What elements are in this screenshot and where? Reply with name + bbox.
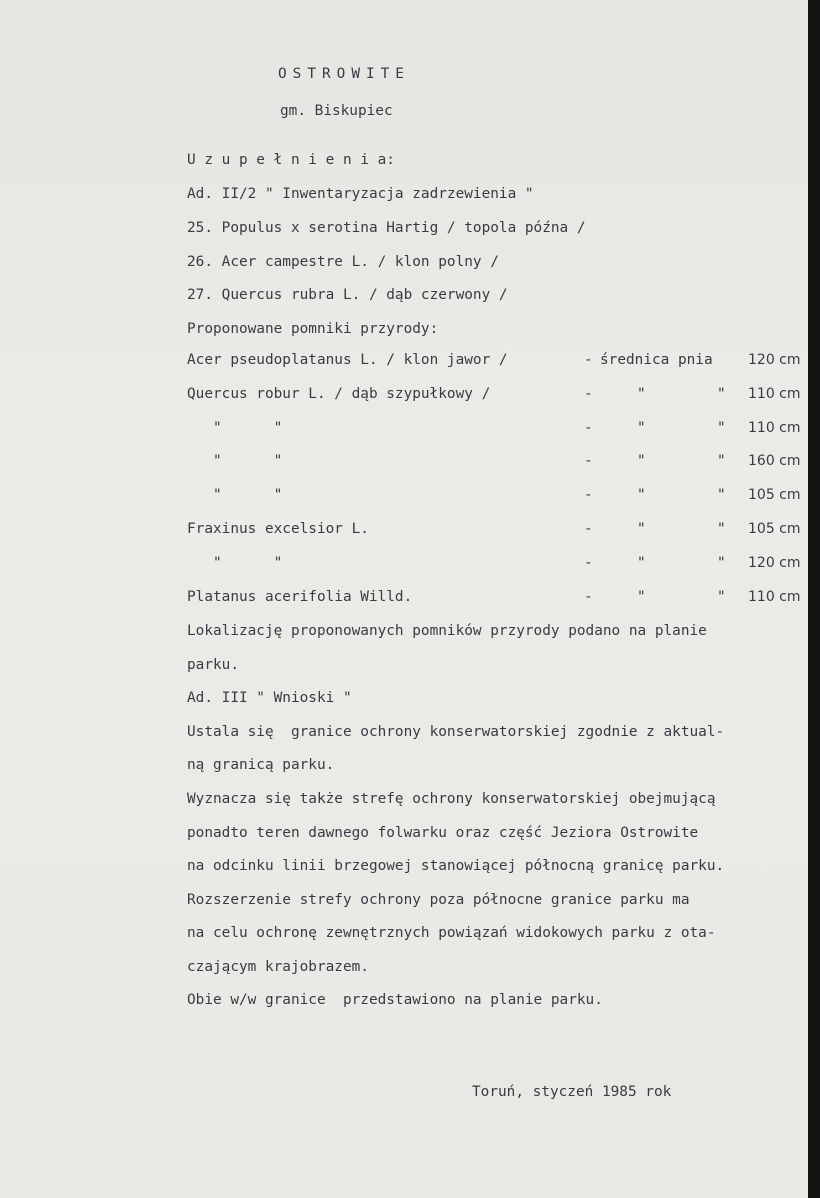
- intro-line: U z u p e ł n i e n i a:: [187, 152, 395, 168]
- monument-name: Quercus robur L. / dąb szypułkowy /: [187, 386, 491, 402]
- monument-name: " ": [187, 453, 283, 469]
- ditto-mark: ": [637, 555, 646, 571]
- intro-line: Ad. II/2 " Inwentaryzacja zadrzewienia ": [187, 186, 534, 202]
- monument-value: 105 cm: [748, 487, 801, 503]
- monument-name: Fraxinus excelsior L.: [187, 521, 369, 537]
- monument-dash: -: [584, 521, 593, 537]
- monument-name: " ": [187, 555, 283, 571]
- body-line: Wyznacza się także strefę ochrony konserwatorskiej obejmującą: [187, 791, 716, 807]
- ditto-mark: ": [637, 521, 646, 537]
- monument-value: 105 cm: [748, 521, 801, 537]
- monument-name: " ": [187, 487, 283, 503]
- body-line: na odcinku linii brzegowej stanowiącej północną granicę parku.: [187, 858, 725, 874]
- ditto-mark: ": [717, 386, 726, 402]
- monument-dash: -: [584, 487, 593, 503]
- monument-dash: -: [584, 352, 593, 368]
- monument-value: 110 cm: [748, 589, 801, 605]
- document-title: OSTROWITE: [278, 66, 410, 82]
- ditto-mark: ": [717, 555, 726, 571]
- monument-value: 160 cm: [748, 453, 801, 469]
- intro-line: 27. Quercus rubra L. / dąb czerwony /: [187, 287, 508, 303]
- body-line: na celu ochronę zewnętrznych powiązań widokowych parku z ota-: [187, 925, 716, 941]
- body-line: Obie w/w granice przedstawiono na planie parku.: [187, 992, 603, 1008]
- monument-row: [187, 521, 812, 539]
- body-line: czającym krajobrazem.: [187, 959, 369, 975]
- body-line: Lokalizację proponowanych pomników przyrody podano na planie: [187, 623, 707, 639]
- monument-row: [187, 487, 812, 505]
- monument-name: Acer pseudoplatanus L. / klon jawor /: [187, 352, 508, 368]
- body-line: ną granicą parku.: [187, 757, 335, 773]
- ditto-mark: ": [717, 453, 726, 469]
- ditto-mark: ": [717, 487, 726, 503]
- monument-dash: -: [584, 555, 593, 571]
- ditto-mark: ": [637, 487, 646, 503]
- intro-line: 26. Acer campestre L. / klon polny /: [187, 254, 499, 270]
- ditto-mark: ": [717, 420, 726, 436]
- monument-label: średnica pnia: [600, 352, 713, 368]
- monument-row: [187, 352, 812, 370]
- body-line: Ustala się granice ochrony konserwatorskiej zgodnie z aktual-: [187, 724, 725, 740]
- intro-line: Proponowane pomniki przyrody:: [187, 321, 439, 337]
- intro-line: 25. Populus x serotina Hartig / topola późna /: [187, 220, 586, 236]
- body-line: Rozszerzenie strefy ochrony poza północne granice parku ma: [187, 892, 690, 908]
- place-date-signature: Toruń, styczeń 1985 rok: [472, 1084, 672, 1100]
- monument-value: 110 cm: [748, 420, 801, 436]
- ditto-mark: ": [637, 589, 646, 605]
- body-line: parku.: [187, 657, 239, 673]
- monument-row: [187, 555, 812, 573]
- monument-row: [187, 589, 812, 607]
- monument-row: [187, 453, 812, 471]
- ditto-mark: ": [637, 420, 646, 436]
- scan-edge: [808, 0, 820, 1198]
- monument-name: " ": [187, 420, 283, 436]
- ditto-mark: ": [717, 521, 726, 537]
- monument-dash: -: [584, 453, 593, 469]
- ditto-mark: ": [637, 386, 646, 402]
- monument-dash: -: [584, 420, 593, 436]
- monument-value: 120 cm: [748, 555, 801, 571]
- monument-dash: -: [584, 589, 593, 605]
- ditto-mark: ": [637, 453, 646, 469]
- body-line: ponadto teren dawnego folwarku oraz część Jeziora Ostrowite: [187, 825, 699, 841]
- monument-row: [187, 420, 812, 438]
- document-subtitle: gm. Biskupiec: [280, 103, 393, 119]
- monument-row: [187, 386, 812, 404]
- monument-dash: -: [584, 386, 593, 402]
- ditto-mark: ": [717, 589, 726, 605]
- monument-value: 110 cm: [748, 386, 801, 402]
- body-line: Ad. III " Wnioski ": [187, 690, 352, 706]
- monument-value: 120 cm: [748, 352, 801, 368]
- monument-name: Platanus acerifolia Willd.: [187, 589, 413, 605]
